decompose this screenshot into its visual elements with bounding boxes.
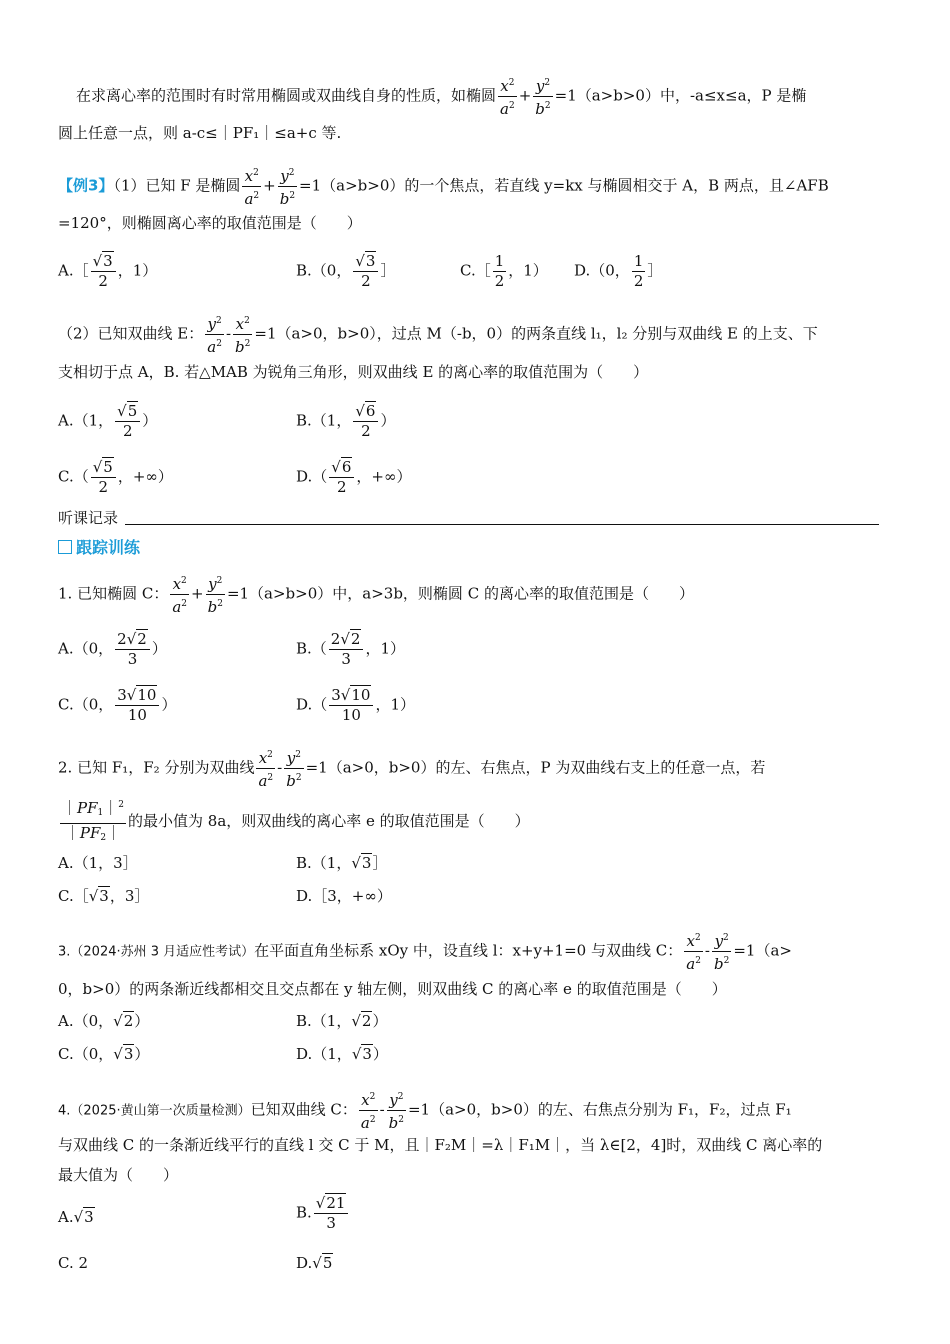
q2-option-b[interactable]: B.（1，√3］	[296, 854, 388, 872]
ex3-p1-option-c[interactable]: C.［ $\frac{1}{2}$ ，1）	[460, 252, 548, 290]
ex3-p1-option-d[interactable]: D.（0， $\frac{1}{2}$ ］	[574, 252, 663, 290]
q1-option-a[interactable]: A.（0， $\frac{2√2}{3}$ ）	[58, 630, 167, 668]
q4-option-d[interactable]: D.√5	[296, 1254, 333, 1272]
q3-option-c[interactable]: C.（0，√3）	[58, 1045, 150, 1063]
q1-text: 1. 已知椭圆 C： $\frac{x^2}{a^2}$ + $\frac{y^2}{b^2}$ =1（a>b>0）中，a>3b，则椭圆 C 的离心率的取值范围是（ ）	[58, 572, 892, 617]
q4-text-2: 与双曲线 C 的一条渐近线平行的直线 l 交 C 于 M，且｜F₂M｜=λ｜F₁M｜，当 λ∈[2，4]时，双曲线 C 离心率的	[58, 1136, 823, 1154]
ex3-p2-option-d[interactable]: D.（ $\frac{√6}{2}$ ，+∞）	[296, 458, 412, 496]
ex3-p2-option-b[interactable]: B.（1， $\frac{√6}{2}$ ）	[296, 402, 396, 440]
ex3-p1-line: 【例3】（1）已知 F 是椭圆 $\frac{x^2}{a^2}$ + $\frac{y^2}{b^2}$ =1（a>b>0）的一个焦点，若直线 y=kx 与椭圆相交于 A，B 两点，且∠AFB	[58, 164, 892, 209]
ex3-p1-option-a[interactable]: A.［ $\frac{√3}{2}$ ，1）	[58, 252, 158, 290]
q4-option-a[interactable]: A.√3	[58, 1208, 94, 1226]
q3-option-a[interactable]: A.（0，√2）	[58, 1012, 150, 1030]
q1-option-c[interactable]: C.（0， $\frac{3√10}{10}$ ）	[58, 686, 177, 724]
ex3-p2-line: （2）已知双曲线 E： $\frac{y^2}{a^2}$ - $\frac{x^2}{b^2}$ =1（a>0，b>0），过点 M（-b，0）的两条直线 l₁，l₂ 分别与双曲线 E 的上支、下	[58, 312, 892, 357]
q3-text: 3.（2024·苏州 3 月适应性考试）在平面直角坐标系 xOy 中，设直线 l：x+y+1=0 与双曲线 C： $\frac{x^2}{a^2}$ - $\frac{y^2}{b^2}$ =1（a>	[58, 929, 892, 974]
q4-text: 4.（2025·黄山第一次质量检测）已知双曲线 C： $\frac{x^2}{a^2}$ - $\frac{y^2}{b^2}$ =1（a>0，b>0）的左、右焦点分别为 F₁，F₂，过点 F₁	[58, 1088, 892, 1133]
intro-line-2: 圆上任意一点，则 a-c≤｜PF₁｜≤a+c 等.	[58, 124, 342, 142]
q4-text-3: 最大值为（ ）	[58, 1166, 179, 1184]
ex3-p1-line-2: =120°，则椭圆离心率的取值范围是（ ）	[58, 214, 362, 232]
checkbox-icon	[58, 540, 72, 554]
q1-option-b[interactable]: B.（ $\frac{2√2}{3}$ ，1）	[296, 630, 405, 668]
notes-underline	[125, 524, 879, 525]
q3-option-b[interactable]: B.（1，√2）	[296, 1012, 388, 1030]
section-heading: 跟踪训练	[58, 535, 140, 558]
notes-label: 听课记录	[58, 509, 119, 527]
example-tag: 【例3】	[58, 176, 114, 195]
q3-text-2: 0，b>0）的两条渐近线都相交且交点都在 y 轴左侧，则双曲线 C 的离心率 e 的取值范围是（ ）	[58, 980, 727, 998]
q2-option-a[interactable]: A.（1，3］	[58, 854, 138, 872]
q4-option-b[interactable]: B. $\frac{√21}{3}$	[296, 1194, 350, 1233]
q3-option-d[interactable]: D.（1，√3）	[296, 1045, 388, 1063]
q2-option-c[interactable]: C.［√3，3］	[58, 887, 150, 905]
ex3-p2-line-2: 支相切于点 A，B. 若△MAB 为锐角三角形，则双曲线 E 的离心率的取值范围为（ ）	[58, 363, 649, 381]
q4-option-c[interactable]: C. 2	[58, 1254, 89, 1272]
ex3-p2-option-c[interactable]: C.（ $\frac{√5}{2}$ ，+∞）	[58, 458, 173, 496]
ex3-p2-option-a[interactable]: A.（1， $\frac{√5}{2}$ ）	[58, 402, 158, 440]
q1-option-d[interactable]: D.（ $\frac{3√10}{10}$ ，1）	[296, 686, 416, 724]
intro-line-1: 在求离心率的范围时有时常用椭圆或双曲线自身的性质，如椭圆 $\frac{x^2}{a^2}$ + $\frac{y^2}{b^2}$ =1（a>b>0）中，-a≤x≤a，P 是椭	[76, 74, 892, 119]
q2-text: 2. 已知 F₁，F₂ 分别为双曲线 $\frac{x^2}{a^2}$ - $\frac{y^2}{b^2}$ =1（a>0，b>0）的左、右焦点，P 为双曲线右支上的任意一点，若	[58, 746, 892, 791]
q2-option-d[interactable]: D.［3，+∞）	[296, 887, 392, 905]
q2-text-2: $\frac{|PF_1|^2}{|PF_2|}$ 的最小值为 8a，则双曲线的离心率 e 的取值范围是（ ）	[58, 796, 892, 848]
ex3-p1-option-b[interactable]: B.（0， $\frac{√3}{2}$ ］	[296, 252, 396, 290]
